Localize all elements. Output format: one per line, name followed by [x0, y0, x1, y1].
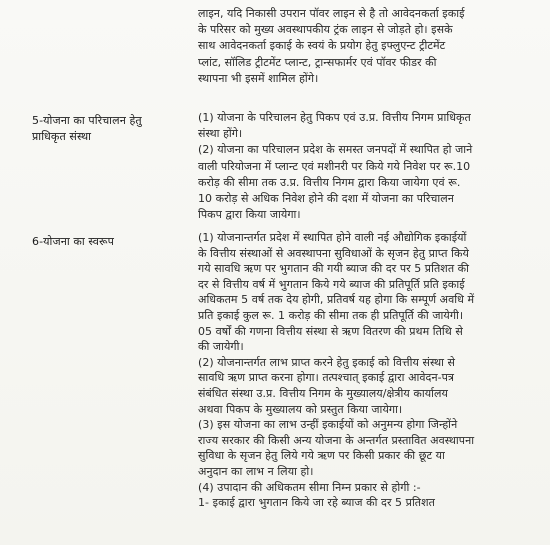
section-6-body-line-15: सुविधा के सृजन हेतु लिये गये ऋण पर किसी प्रकार की छूट या [198, 449, 445, 463]
section-5-body-line-3: (2) योजना का परिचालन प्रदेश के समस्त जनपदों में स्थापित हो जाने [198, 143, 473, 157]
section-6-body-line-6: प्रति इकाई कुल रू. 1 करोड़ की सीमा तक ही प्रतिपूर्ति की जायेगी। [198, 308, 464, 322]
section-5-label [32, 113, 182, 145]
section-6-body-line-17: (4) उपादान की अधिकतम सीमा निम्न प्रकार से होगी :- [198, 480, 421, 494]
intro-line-4: प्लांट, सॉलिड ट्रीटमेंट प्लान्ट, ट्रान्सफार्मर एवं पॉवर फीडर की [198, 55, 437, 69]
intro-line-3: साथ आवेदनकर्ता इकाई के स्वयं के प्रयोग हेतु इफ्लुएन्ट ट्रीटमेंट [198, 39, 446, 53]
intro-line-5: स्थापना भी इसमें शामिल होंगे। [198, 71, 319, 85]
section-6-body-line-14: राज्य सरकार की किसी अन्य योजना के अन्तर्गत प्रस्तावित अवस्थापना [198, 433, 475, 447]
section-6-body-line-18: 1- इकाई द्वारा भुगतान किये जा रहे ब्याज की दर 5 प्रतिशत [198, 496, 435, 510]
section-6-body-line-7: 05 वर्षों की गणना वित्तीय संस्था से ऋण वितरण की प्रथम तिथि से [198, 324, 463, 338]
section-6-body-line-11: संबंधित संस्था उ.प्र. वित्तीय निगम के मुख्यालय/क्षेत्रीय कार्यालय [198, 386, 448, 400]
section-6-label-line-1: 6-योजना का स्वरूप [32, 235, 114, 248]
section-6-body-line-16: अनुदान का लाभ न लिया हो। [198, 464, 314, 478]
section-6-label [32, 234, 182, 250]
section-5-body-line-5: करोड़ की सीमा तक उ.प्र. वित्तीय निगम द्वारा किया जायेगा एवं रू. [198, 175, 461, 189]
section-6-body-line-1: (1) योजनान्तर्गत प्रदेश में स्थापित होने वाली नई औद्योगिक इकाईयों [198, 231, 467, 244]
section-5-body [198, 110, 528, 223]
section-6-body-line-2: के वित्तीय संस्थाओं से अवस्थापना सुविधाओं के सृजन हेतु प्राप्त किये [198, 246, 469, 260]
section-5-body-line-6: 10 करोड़ से अधिक निवेश होने की दशा में योजना का परिचालन [198, 192, 454, 206]
section-6-body-line-9: (2) योजनान्तर्गत लाभ प्राप्त करने हेतु इकाई को वित्तीय संस्था से [198, 355, 456, 369]
intro-line-1: लाइन, यदि निकासी उपरान पॉवर लाइन से है तो आवेदनकर्ता इकाई [198, 7, 465, 20]
section-5-body-line-2: संस्था होंगे। [198, 127, 243, 141]
intro-paragraph [198, 6, 528, 87]
section-6-body-line-12: अथवा पिकप के मुख्यालय को प्रस्तुत किया जायेगा। [198, 402, 403, 416]
intro-line-2: के परिसर को मुख्य अवस्थापकीय ट्रंक लाइन से जोड़ते हो। इसके [198, 23, 453, 37]
section-6-body-line-4: दर से वित्तीय वर्ष में भुगतान किये गये ब्याज की प्रतिपूर्ति प्रति इकाई [198, 277, 465, 291]
section-6-body-line-3: गये सावधि ऋण पर भुगतान की गयी ब्याज की दर पर 5 प्रतिशत की [198, 262, 470, 276]
section-6-body-line-10: सावधि ऋण प्राप्त करना होगा। तत्पश्चात् इकाई द्वारा आवेदन-पत्र [198, 371, 455, 385]
section-5-body-line-7: पिकप द्वारा किया जायेगा। [198, 208, 301, 222]
section-6-body-line-8: की जायेगी। [198, 340, 244, 354]
section-5-body-line-1: (1) योजना के परिचालन हेतु पिकप एवं उ.प्र. वित्तीय निगम प्राधिकृत [198, 111, 471, 124]
section-6-body-line-13: (3) इस योजना का लाभ उन्हीं इकाईयों को अनुमन्य होगा जिन्होंने [198, 418, 458, 432]
section-5-label-line-1: 5-योजना का परिचालन हेतु [32, 114, 142, 127]
section-6-body-line-5: अधिकतम 5 वर्ष तक देय होगी, प्रतिवर्ष यह होगा कि सम्पूर्ण अवधि में [198, 293, 475, 307]
section-5-body-line-4: वाली परियोजना में प्लान्ट एवं मशीनरी पर किये गये निवेश पर रू.10 [198, 159, 471, 173]
section-5-label-line-2: प्राधिकृत संस्था [32, 130, 92, 143]
section-6-body [198, 230, 528, 511]
